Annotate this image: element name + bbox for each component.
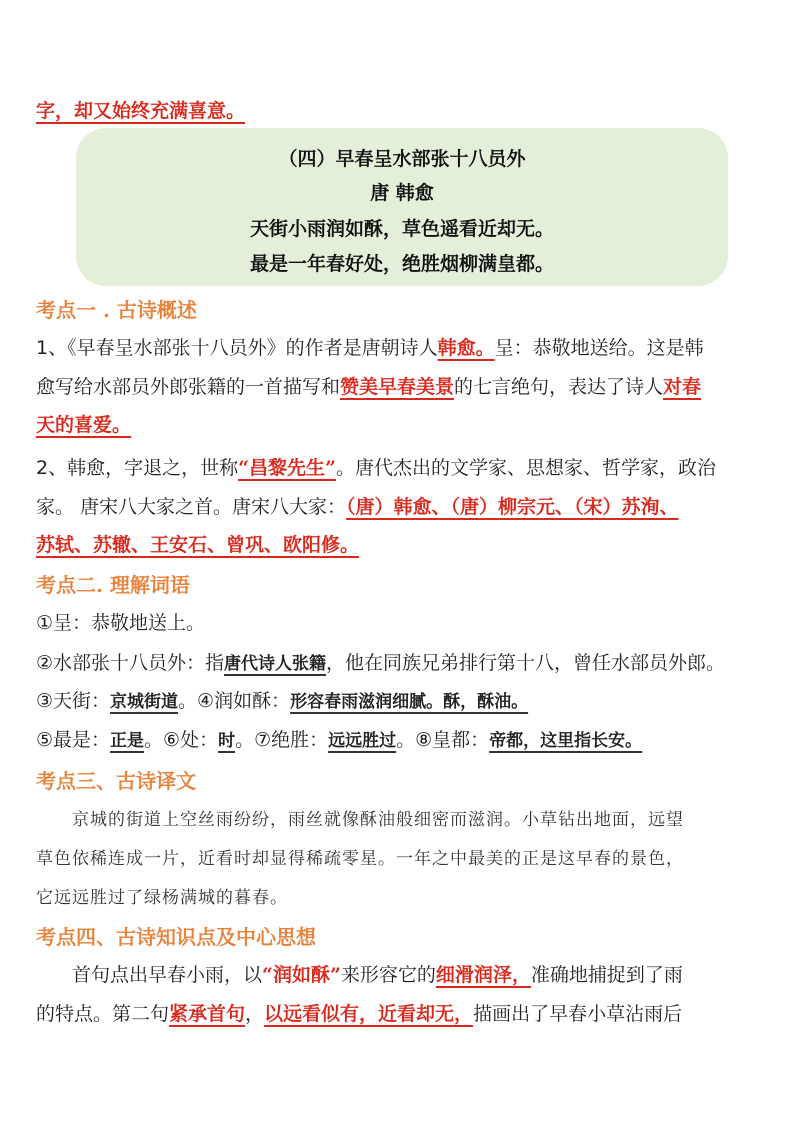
poem-line-1: 天街小雨润如酥，草色遥看近却无。: [249, 218, 554, 240]
poem-box: [76, 128, 728, 286]
k2-line-4: [36, 725, 642, 752]
section-heading-3: 考点三、古诗译文: [36, 769, 196, 793]
text: 描画出了早春小草沾雨后: [473, 1003, 683, 1025]
text: 。⑥处：: [144, 729, 219, 751]
text: ，: [245, 1003, 265, 1025]
text: 首句点出早春小雨，以: [72, 964, 263, 986]
highlight: “昌黎先生”: [238, 457, 336, 479]
poem-title: （四）早春呈水部张十八员外: [278, 148, 526, 170]
text: 呈：恭敬地送给。这是韩: [494, 337, 704, 359]
underlined-term: 京城街道: [110, 692, 179, 712]
section-heading-2: 考点二. 理解词语: [36, 573, 190, 597]
underlined-term: 远远胜过: [328, 731, 397, 751]
highlight: 韩愈。: [437, 337, 495, 359]
k1-line-6: [36, 530, 359, 557]
text: 1、《早春呈水部张十八员外》的作者是唐朝诗人: [36, 337, 438, 359]
highlight: 对春: [663, 376, 702, 398]
underlined-term: 唐代诗人张籍: [224, 654, 327, 674]
text: 的特点。第二句: [36, 1003, 170, 1025]
translation-line-3: 它远远胜过了绿杨满城的暮春。: [36, 888, 288, 908]
highlight: 紧承首句: [169, 1003, 246, 1025]
text: ③天街：: [36, 690, 111, 712]
k1-line-4: [36, 453, 716, 480]
highlight: 赞美早春美景: [340, 376, 455, 398]
section-heading-4: 考点四、古诗知识点及中心思想: [36, 925, 316, 949]
text: 2、韩愈，字退之，世称: [36, 457, 239, 479]
k2-line-1: ①呈：恭敬地送上。: [36, 612, 206, 634]
text: ⑤最是：: [36, 729, 111, 751]
section-heading-1: 考点一 . 古诗概述: [36, 298, 197, 322]
continued-text-line: 字，却又始终充满喜意。: [36, 100, 246, 122]
underlined-term: 正是: [110, 731, 145, 751]
highlight: 天的喜爱。: [36, 414, 132, 436]
text: 家。 唐宋八大家之首。唐宋八大家：: [36, 496, 347, 518]
highlight: “润如酥”: [262, 964, 341, 986]
text: 准确地捕捉到了雨: [530, 964, 683, 986]
text: 。⑧皇都：: [396, 729, 490, 751]
highlight: 细滑润泽，: [435, 964, 531, 986]
underlined-term: 时: [218, 731, 236, 751]
underlined-term: 形容春雨滋润细腻。酥，酥油。: [290, 692, 529, 712]
poem-line-2: 最是一年春好处，绝胜烟柳满皇都。: [249, 253, 554, 275]
highlight: 以远看似有，近看却无，: [264, 1003, 474, 1025]
text: ②水部张十八员外：指: [36, 652, 225, 674]
k4-line-2: [36, 999, 682, 1026]
text: 愈写给水部员外郎张籍的一首描写和: [36, 376, 341, 398]
text: 的七言绝句，表达了诗人: [454, 376, 664, 398]
k2-line-2: [36, 648, 725, 675]
poem-author: 唐 韩愈: [370, 182, 434, 204]
k1-line-3: [36, 410, 131, 437]
k1-line-1: [36, 333, 704, 360]
k1-line-2: [36, 372, 701, 399]
translation-line-2: 草色依稀连成一片，近看时却显得稀疏零星。一年之中最美的正是这早春的景色，: [36, 849, 684, 869]
text: 。⑦绝胜：: [235, 729, 329, 751]
text: 来形容它的: [340, 964, 436, 986]
k4-line-1: [72, 960, 683, 987]
underlined-term: 帝都，这里指长安。: [489, 731, 643, 751]
translation-line-1: 京城的街道上空丝雨纷纷，雨丝就像酥油般细密而滋润。小草钻出地面，远望: [72, 810, 684, 830]
highlight: （唐）韩愈、（唐）柳宗元、（宋）苏洵、: [346, 496, 679, 518]
highlight: 苏轼、苏辙、王安石、曾巩、欧阳修。: [36, 534, 360, 556]
text: 。唐代杰出的文学家、思想家、哲学家，政治: [335, 457, 716, 479]
k1-line-5: [36, 492, 679, 519]
k2-line-3: [36, 686, 528, 713]
text: ，他在同族兄弟排行第十八，曾任水部员外郎。: [326, 652, 726, 674]
text: 。④润如酥：: [178, 690, 291, 712]
